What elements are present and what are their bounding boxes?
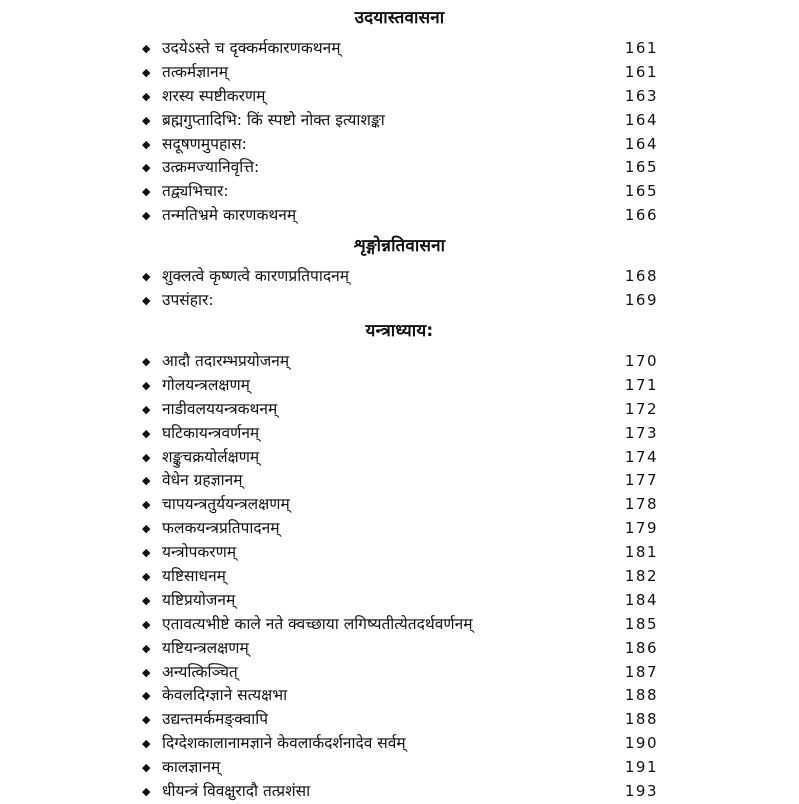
- entry-title: सदूषणमुपहास:: [162, 134, 247, 153]
- toc-entry[interactable]: [0, 85, 799, 109]
- entry-page-number: 166: [624, 206, 658, 225]
- entry-page-number: 177: [624, 471, 658, 490]
- section-heading-yantradhyaya: यन्त्राध्याय:: [365, 321, 434, 341]
- entry-title: कालज्ञानम्: [162, 758, 221, 777]
- entry-title: एतावत्यभीष्टे काले नते क्वच्छाया लगिष्यतीत्येतदर्थवर्णनम्: [162, 614, 473, 633]
- diamond-bullet-icon: ◆: [142, 570, 151, 584]
- toc-entry[interactable]: [0, 265, 799, 289]
- entry-page-number: 190: [624, 734, 658, 753]
- entry-page-number: 193: [624, 782, 658, 801]
- entry-title: ब्रह्मगुप्तादिभि: किं स्पष्टो नोक्त इत्याशङ्का: [162, 110, 385, 129]
- entry-page-number: 165: [624, 182, 658, 201]
- entry-title: यष्टिसाधनम्: [162, 567, 226, 586]
- toc-entry[interactable]: [0, 350, 799, 374]
- diamond-bullet-icon: ◆: [142, 270, 151, 283]
- entry-title: शरस्य स्पष्टीकरणम्: [162, 86, 266, 105]
- entry-title: गोलयन्त्रलक्षणम्: [162, 375, 250, 394]
- section-heading-udayastavasana: उदयास्तवासना: [354, 8, 445, 28]
- diamond-bullet-icon: ◆: [142, 450, 151, 464]
- diamond-bullet-icon: ◆: [142, 161, 151, 175]
- toc-entry[interactable]: [0, 446, 799, 470]
- diamond-bullet-icon: ◆: [142, 89, 151, 103]
- toc-entry[interactable]: [0, 37, 799, 61]
- toc-entry[interactable]: [0, 708, 799, 732]
- section-heading-shringonnativasana: शृङ्गोन्नतिवासना: [353, 236, 446, 256]
- diamond-bullet-icon: ◆: [142, 378, 151, 392]
- toc-entry[interactable]: [0, 493, 799, 517]
- toc-entry[interactable]: [0, 422, 799, 446]
- diamond-bullet-icon: ◆: [142, 617, 151, 631]
- entry-page-number: 168: [624, 267, 658, 285]
- toc-entry[interactable]: [0, 133, 799, 157]
- entry-page-number: 181: [624, 543, 658, 562]
- toc-entry[interactable]: [0, 661, 799, 685]
- diamond-bullet-icon: ◆: [142, 137, 151, 151]
- diamond-bullet-icon: ◆: [142, 522, 151, 536]
- toc-entry[interactable]: [0, 589, 799, 613]
- entry-page-number: 169: [624, 290, 658, 309]
- entry-title: घटिकायन्त्रवर्णनम्: [162, 423, 260, 442]
- toc-entry[interactable]: [0, 613, 799, 637]
- entry-page-number: 182: [624, 567, 658, 586]
- diamond-bullet-icon: ◆: [142, 209, 151, 223]
- diamond-bullet-icon: ◆: [142, 185, 151, 199]
- diamond-bullet-icon: ◆: [142, 113, 151, 127]
- toc-entry[interactable]: [0, 637, 799, 661]
- toc-entry[interactable]: [0, 541, 799, 565]
- toc-entry[interactable]: [0, 756, 799, 780]
- entry-title: यष्टियन्त्रलक्षणम्: [162, 638, 249, 657]
- entry-title: शुक्लत्वे कृष्णत्वे कारणप्रतिपादनम्: [162, 267, 349, 285]
- diamond-bullet-icon: ◆: [142, 593, 151, 607]
- diamond-bullet-icon: ◆: [142, 293, 151, 307]
- toc-entry[interactable]: [0, 289, 799, 313]
- toc-list-section-1: [0, 37, 799, 228]
- entry-title: दिग्देशकालानामज्ञाने केवलार्कदर्शनादेव सर्वम्: [162, 734, 406, 753]
- diamond-bullet-icon: ◆: [142, 713, 151, 727]
- entry-page-number: 164: [624, 134, 658, 153]
- toc-list-section-2: [0, 265, 799, 313]
- entry-title: आदौ तदारम्भप्रयोजनम्: [162, 352, 290, 370]
- entry-title: चापयन्त्रतुर्ययन्त्रलक्षणम्: [162, 495, 290, 514]
- entry-page-number: 163: [624, 86, 658, 105]
- entry-page-number: 187: [624, 662, 658, 681]
- toc-entry[interactable]: [0, 684, 799, 708]
- diamond-bullet-icon: ◆: [142, 665, 151, 679]
- entry-title: उदयेऽस्ते च दृक्कर्मकारणकथनम्: [162, 39, 341, 57]
- entry-title: शङ्कुचक्रयोर्लक्षणम्: [162, 447, 260, 466]
- diamond-bullet-icon: ◆: [142, 737, 151, 751]
- entry-page-number: 165: [624, 158, 658, 177]
- entry-title: यष्टिप्रयोजनम्: [162, 590, 236, 609]
- entry-title: केवलदिग्ज्ञाने सत्यक्षभा: [162, 686, 288, 705]
- entry-page-number: 188: [624, 686, 658, 705]
- entry-page-number: 191: [624, 758, 658, 777]
- toc-entry[interactable]: [0, 204, 799, 228]
- entry-page-number: 184: [624, 590, 658, 609]
- entry-page-number: 179: [624, 519, 658, 538]
- entry-page-number: 173: [624, 423, 658, 442]
- entry-page-number: 161: [624, 39, 658, 57]
- toc-entry[interactable]: [0, 732, 799, 756]
- entry-title: उपसंहार:: [162, 290, 214, 309]
- toc-entry[interactable]: [0, 180, 799, 204]
- toc-list-section-3: [0, 350, 799, 804]
- entry-page-number: 170: [624, 352, 658, 370]
- toc-entry[interactable]: [0, 374, 799, 398]
- entry-page-number: 164: [624, 110, 658, 129]
- diamond-bullet-icon: ◆: [142, 498, 151, 512]
- entry-title: अन्यत्किञ्चित्: [162, 662, 238, 681]
- entry-title: तत्कर्मज्ञानम्: [162, 62, 229, 81]
- entry-title: तद्व्यभिचार:: [162, 182, 229, 201]
- entry-title: नाडीवलययन्त्रकथनम्: [162, 399, 278, 418]
- entry-title: धीयन्त्रं विवक्षुरादौ तत्प्रशंसा: [162, 782, 311, 801]
- entry-page-number: 171: [624, 375, 658, 394]
- diamond-bullet-icon: ◆: [142, 641, 151, 655]
- entry-title: वेधेन ग्रहज्ञानम्: [162, 471, 243, 490]
- toc-entry[interactable]: [0, 398, 799, 422]
- entry-page-number: 185: [624, 614, 658, 633]
- entry-page-number: 172: [624, 399, 658, 418]
- entry-title: उद्यन्तमर्कमङ्क्वापि: [162, 710, 269, 729]
- diamond-bullet-icon: ◆: [142, 355, 151, 368]
- entry-title: यन्त्रोपकरणम्: [162, 543, 237, 562]
- diamond-bullet-icon: ◆: [142, 402, 151, 416]
- entry-page-number: 174: [624, 447, 658, 466]
- entry-page-number: 161: [624, 62, 658, 81]
- toc-entry[interactable]: [0, 61, 799, 85]
- diamond-bullet-icon: ◆: [142, 689, 151, 703]
- diamond-bullet-icon: ◆: [142, 65, 151, 79]
- entry-title: फलकयन्त्रप्रतिपादनम्: [162, 519, 280, 538]
- toc-entry[interactable]: [0, 109, 799, 133]
- diamond-bullet-icon: ◆: [142, 785, 151, 799]
- toc-entry[interactable]: [0, 469, 799, 493]
- entry-title: तन्मतिभ्रमे कारणकथनम्: [162, 206, 297, 225]
- toc-entry[interactable]: [0, 565, 799, 589]
- toc-entry[interactable]: [0, 780, 799, 804]
- entry-title: उत्क्रमज्यानिवृत्ति:: [162, 158, 260, 177]
- entry-page-number: 188: [624, 710, 658, 729]
- diamond-bullet-icon: ◆: [142, 474, 151, 488]
- entry-page-number: 186: [624, 638, 658, 657]
- diamond-bullet-icon: ◆: [142, 42, 151, 55]
- entry-page-number: 178: [624, 495, 658, 514]
- toc-entry[interactable]: [0, 156, 799, 180]
- diamond-bullet-icon: ◆: [142, 761, 151, 775]
- diamond-bullet-icon: ◆: [142, 546, 151, 560]
- diamond-bullet-icon: ◆: [142, 426, 151, 440]
- toc-entry[interactable]: [0, 517, 799, 541]
